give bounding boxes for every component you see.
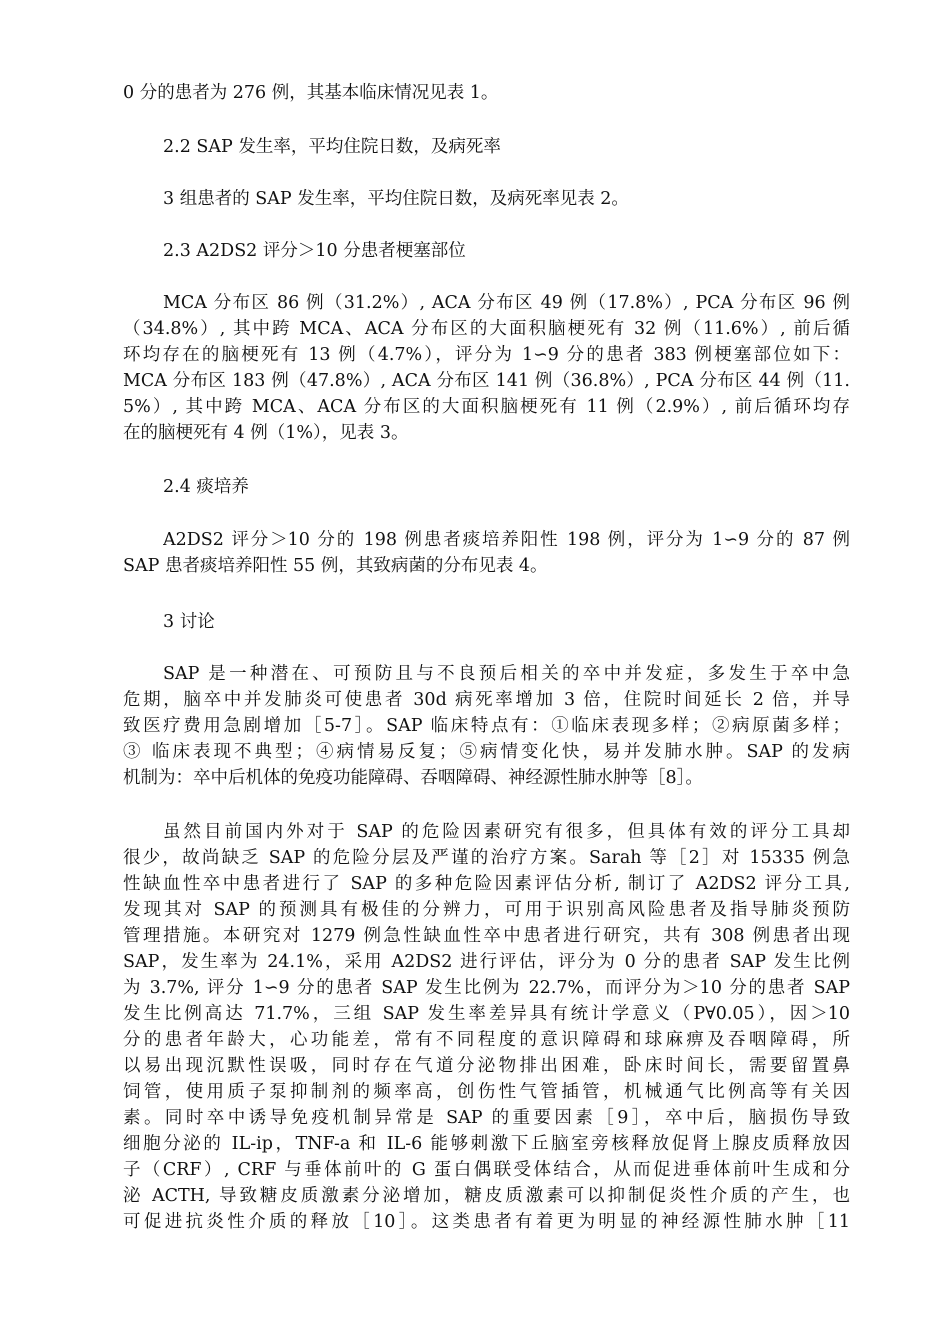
discussion-para2-line: 虽然目前国内外对于 SAP 的危险因素研究有很多，但具体有效的评分工具却	[163, 822, 850, 842]
section-2-3-line: （34.8%）, 其中跨 MCA、ACA 分布区的大面积脑梗死有 32 例（11.6%）, 前后循	[123, 319, 850, 339]
section-2-3-line: MCA 分布区 86 例（31.2%）, ACA 分布区 49 例（17.8%）, PCA 分布区 96 例	[163, 293, 850, 313]
section-2-4-line: A2DS2 评分＞10 分的 198 例患者痰培养阳性 198 例，评分为 1∽9 分的 87 例	[163, 530, 850, 550]
discussion-para2-line: 子（CRF）, CRF 与垂体前叶的 G 蛋白偶联受体结合，从而促进垂体前叶生成和分	[123, 1160, 850, 1180]
section-2-2-text: 3 组患者的 SAP 发生率，平均住院日数，及病死率见表 2。	[163, 189, 629, 209]
discussion-para2-line: 为 3.7%, 评分 1∽9 分的患者 SAP 发生比例为 22.7%，而评分为＞10 分的患者 SAP	[123, 978, 850, 998]
discussion-para2-line: 泌 ACTH, 导致糖皮质激素分泌增加，糖皮质激素可以抑制促炎性介质的产生，也	[123, 1186, 850, 1206]
discussion-para2-line: 发生比例高达 71.7%，三组 SAP 发生率差异具有统计学意义（P∀0.05），因＞10	[123, 1004, 850, 1024]
section-2-4-heading: 2.4 痰培养	[163, 477, 249, 497]
discussion-para2-line: 很少，故尚缺乏 SAP 的危险分层及严谨的治疗方案。Sarah 等［2］对 15335 例急	[123, 848, 850, 868]
section-2-3-line: 5%）, 其中跨 MCA、ACA 分布区的大面积脑梗死有 11 例（2.9%）, 前后循环均存	[123, 397, 850, 417]
discussion-para1-line: SAP 是一种潜在、可预防且与不良预后相关的卒中并发症，多发生于卒中急	[163, 664, 850, 684]
discussion-para2-line: 性缺血性卒中患者进行了 SAP 的多种危险因素评估分析, 制订了 A2DS2 评分工具,	[123, 874, 850, 894]
discussion-para2-line: 细胞分泌的 IL-ip，TNF-a 和 IL-6 能够刺激下丘脑室旁核释放促肾上腺皮质释放因	[123, 1134, 850, 1154]
discussion-para2-line: 分的患者年龄大，心功能差，常有不同程度的意识障碍和球麻痹及吞咽障碍，所	[123, 1030, 850, 1050]
discussion-para2-line: 管理措施。本研究对 1279 例急性缺血性卒中患者进行研究，共有 308 例患者出现	[123, 926, 850, 946]
section-2-4-line: SAP 患者痰培养阳性 55 例，其致病菌的分布见表 4。	[123, 556, 548, 576]
intro-line: 0 分的患者为 276 例，其基本临床情况见表 1。	[123, 83, 499, 103]
section-3-heading: 3 讨论	[163, 612, 215, 632]
discussion-para2-line: 素。同时卒中诱导免疫机制异常是 SAP 的重要因素［9］，卒中后，脑损伤导致	[123, 1108, 850, 1128]
discussion-para1-line: 机制为：卒中后机体的免疫功能障碍、吞咽障碍、神经源性肺水肿等［8］。	[123, 768, 703, 788]
discussion-para1-line: 危期，脑卒中并发肺炎可使患者 30d 病死率增加 3 倍，住院时间延长 2 倍，并导	[123, 690, 850, 710]
discussion-para1-line: 致医疗费用急剧增加［5-7］。SAP 临床特点有：①临床表现多样；②病原菌多样；	[123, 716, 850, 736]
discussion-para1-line: ③ 临床表现不典型；④病情易反复；⑤病情变化快，易并发肺水肿。SAP 的发病	[123, 742, 850, 762]
discussion-para2-line: 可促进抗炎性介质的释放［10］。这类患者有着更为明显的神经源性肺水肿［11	[123, 1212, 850, 1232]
section-2-3-line: 环均存在的脑梗死有 13 例（4.7%），评分为 1∽9 分的患者 383 例梗塞部位如下：	[123, 345, 850, 365]
section-2-3-line: MCA 分布区 183 例（47.8%）, ACA 分布区 141 例（36.8%）, PCA 分布区 44 例（11.	[123, 371, 850, 391]
discussion-para2-line: 发现其对 SAP 的预测具有极佳的分辨力，可用于识别高风险患者及指导肺炎预防	[123, 900, 850, 920]
discussion-para2-line: 以易出现沉默性误吸，同时存在气道分泌物排出困难，卧床时间长，需要留置鼻	[123, 1056, 850, 1076]
discussion-para2-line: 饲管，使用质子泵抑制剂的频率高，创伤性气管插管，机械通气比例高等有关因	[123, 1082, 850, 1102]
discussion-para2-line: SAP，发生率为 24.1%，采用 A2DS2 进行评估，评分为 0 分的患者 SAP 发生比例	[123, 952, 850, 972]
section-2-3-line: 在的脑梗死有 4 例（1%），见表 3。	[123, 423, 409, 443]
section-2-2-heading: 2.2 SAP 发生率，平均住院日数，及病死率	[163, 137, 501, 157]
section-2-3-heading: 2.3 A2DS2 评分＞10 分患者梗塞部位	[163, 241, 466, 261]
